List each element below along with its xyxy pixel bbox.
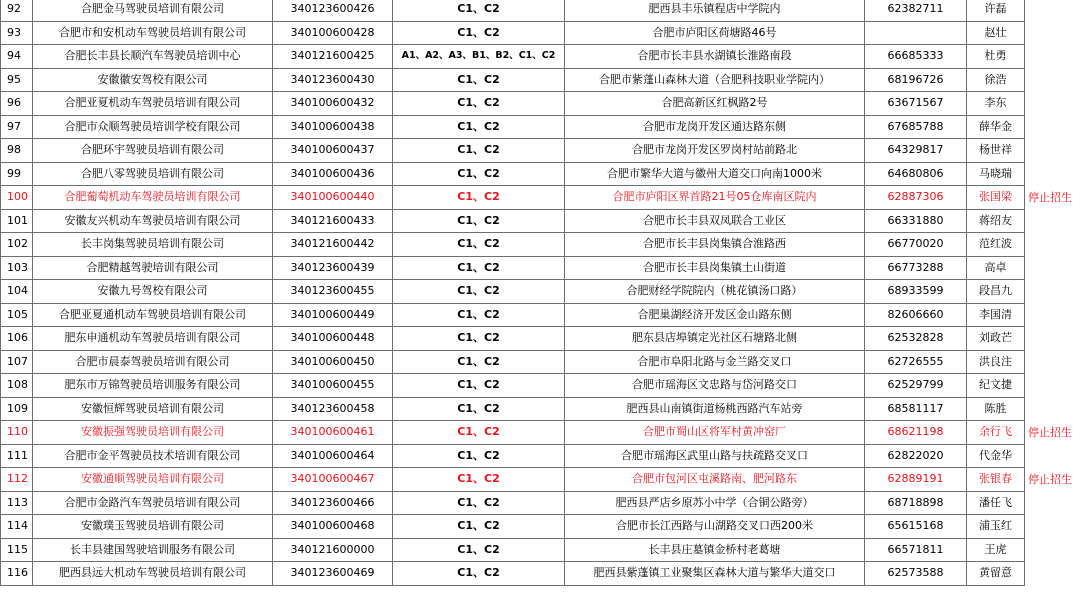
school-address: 合肥市长丰县双凤联合工业区 [565, 209, 865, 233]
table-row [1, 303, 1025, 327]
row-number: 109 [1, 397, 33, 421]
license-types: C1、C2 [393, 421, 565, 445]
phone-number: 68933599 [865, 280, 967, 304]
table-row [1, 515, 1025, 539]
school-name: 合肥亚夏通机动车驾驶员培训有限公司 [33, 303, 273, 327]
table-row [1, 397, 1025, 421]
table-row [1, 327, 1025, 351]
license-types: C1、C2 [393, 491, 565, 515]
row-number: 100 [1, 186, 33, 210]
contact-person: 蒋绍友 [967, 209, 1025, 233]
license-types: C1、C2 [393, 92, 565, 116]
phone-number: 63671567 [865, 92, 967, 116]
row-number: 96 [1, 92, 33, 116]
contact-person: 杜勇 [967, 45, 1025, 69]
table-row [1, 468, 1025, 492]
school-name: 安徽通顺驾驶员培训有限公司 [33, 468, 273, 492]
license-code: 340100600455 [273, 374, 393, 398]
school-name: 长丰岗集驾驶员培训有限公司 [33, 233, 273, 257]
license-types: C1、C2 [393, 21, 565, 45]
contact-person: 张国梁 [967, 186, 1025, 210]
table-row [1, 0, 1025, 21]
phone-number: 62726555 [865, 350, 967, 374]
school-address: 合肥巢湖经济开发区金山路东侧 [565, 303, 865, 327]
contact-person: 浦玉红 [967, 515, 1025, 539]
row-number: 101 [1, 209, 33, 233]
row-number: 116 [1, 562, 33, 586]
row-number: 108 [1, 374, 33, 398]
school-name: 肥东申通机动车驾驶员培训有限公司 [33, 327, 273, 351]
table-row [1, 92, 1025, 116]
school-name: 合肥长丰县长顺汽车驾驶员培训中心 [33, 45, 273, 69]
table-row [1, 562, 1025, 586]
school-address: 合肥市龙岗开发区罗岗村站前路北 [565, 139, 865, 163]
contact-person: 刘政芒 [967, 327, 1025, 351]
table-row [1, 256, 1025, 280]
school-address: 合肥市庐阳区荷塘路46号 [565, 21, 865, 45]
phone-number: 62822020 [865, 444, 967, 468]
license-types: C1、C2 [393, 468, 565, 492]
school-address: 合肥市繁华大道与徽州大道交口向南1000米 [565, 162, 865, 186]
phone-number [865, 21, 967, 45]
row-number: 110 [1, 421, 33, 445]
phone-number: 82606660 [865, 303, 967, 327]
row-number: 114 [1, 515, 33, 539]
table-row [1, 115, 1025, 139]
contact-person: 许磊 [967, 0, 1025, 21]
school-name: 合肥环宇驾驶员培训有限公司 [33, 139, 273, 163]
school-name: 安徽璞玉驾驶员培训有限公司 [33, 515, 273, 539]
license-types: C1、C2 [393, 139, 565, 163]
row-number: 94 [1, 45, 33, 69]
phone-number: 62382711 [865, 0, 967, 21]
contact-person: 范红波 [967, 233, 1025, 257]
school-address: 肥西县严店乡原苏小中学（合铜公路旁） [565, 491, 865, 515]
row-number: 104 [1, 280, 33, 304]
status-note: 停止招生 [1028, 472, 1072, 486]
license-types: C1、C2 [393, 256, 565, 280]
contact-person: 徐浩 [967, 68, 1025, 92]
school-name: 合肥市和安机动车驾驶员培训有限公司 [33, 21, 273, 45]
license-types: C1、C2 [393, 209, 565, 233]
license-code: 340123600430 [273, 68, 393, 92]
contact-person: 王虎 [967, 538, 1025, 562]
license-code: 340100600449 [273, 303, 393, 327]
school-address: 合肥市包河区屯溪路南、肥河路东 [565, 468, 865, 492]
school-address: 合肥市长丰县岗集镇土山街道 [565, 256, 865, 280]
license-code: 340123600469 [273, 562, 393, 586]
license-types: C1、C2 [393, 233, 565, 257]
row-number: 107 [1, 350, 33, 374]
phone-number: 64680806 [865, 162, 967, 186]
school-name: 安徽振强驾驶员培训有限公司 [33, 421, 273, 445]
phone-number: 66331880 [865, 209, 967, 233]
school-address: 合肥市龙岗开发区通达路东侧 [565, 115, 865, 139]
phone-number: 65615168 [865, 515, 967, 539]
school-name: 合肥市众顺驾驶员培训学校有限公司 [33, 115, 273, 139]
phone-number: 62573588 [865, 562, 967, 586]
license-code: 340121600442 [273, 233, 393, 257]
license-code: 340100600432 [273, 92, 393, 116]
school-address: 合肥市紫蓬山森林大道（合肥科技职业学院内） [565, 68, 865, 92]
school-name: 合肥葡萄机动车驾驶员培训有限公司 [33, 186, 273, 210]
contact-person: 潘任飞 [967, 491, 1025, 515]
row-number: 112 [1, 468, 33, 492]
row-number: 103 [1, 256, 33, 280]
table-row [1, 538, 1025, 562]
license-code: 340100600468 [273, 515, 393, 539]
school-address: 肥西县山南镇街道杨桃西路汽车站旁 [565, 397, 865, 421]
license-code: 340123600466 [273, 491, 393, 515]
contact-person: 李东 [967, 92, 1025, 116]
school-name: 肥西县远大机动车驾驶员培训有限公司 [33, 562, 273, 586]
license-code: 340100600437 [273, 139, 393, 163]
contact-person: 洪良注 [967, 350, 1025, 374]
license-types: A1、A2、A3、B1、B2、C1、C2 [393, 45, 565, 69]
table-row [1, 233, 1025, 257]
table-row [1, 421, 1025, 445]
phone-number: 68621198 [865, 421, 967, 445]
table-row [1, 491, 1025, 515]
contact-person: 纪文捷 [967, 374, 1025, 398]
table-row [1, 280, 1025, 304]
contact-person: 段昌九 [967, 280, 1025, 304]
contact-person: 余行飞 [967, 421, 1025, 445]
phone-number: 66571811 [865, 538, 967, 562]
school-name: 合肥精越驾驶培训有限公司 [33, 256, 273, 280]
license-code: 340100600448 [273, 327, 393, 351]
table-row [1, 186, 1025, 210]
license-types: C1、C2 [393, 186, 565, 210]
contact-person: 薛华金 [967, 115, 1025, 139]
phone-number: 68718898 [865, 491, 967, 515]
phone-number: 62529799 [865, 374, 967, 398]
contact-person: 陈胜 [967, 397, 1025, 421]
phone-number: 68581117 [865, 397, 967, 421]
license-code: 340100600440 [273, 186, 393, 210]
license-types: C1、C2 [393, 280, 565, 304]
phone-number: 64329817 [865, 139, 967, 163]
license-code: 340123600455 [273, 280, 393, 304]
table-row [1, 21, 1025, 45]
license-code: 340100600450 [273, 350, 393, 374]
license-code: 340121600425 [273, 45, 393, 69]
row-number: 106 [1, 327, 33, 351]
school-address: 合肥市庐阳区界首路21号05仓库南区院内 [565, 186, 865, 210]
license-types: C1、C2 [393, 68, 565, 92]
school-address: 合肥高新区红枫路2号 [565, 92, 865, 116]
school-name: 长丰县建国驾驶培训服务有限公司 [33, 538, 273, 562]
row-number: 105 [1, 303, 33, 327]
row-number: 98 [1, 139, 33, 163]
row-number: 92 [1, 0, 33, 21]
license-code: 340121600000 [273, 538, 393, 562]
table-row [1, 209, 1025, 233]
phone-number: 62532828 [865, 327, 967, 351]
phone-number: 68196726 [865, 68, 967, 92]
table-row [1, 162, 1025, 186]
school-address: 肥东县店埠镇定光社区石塘路北侧 [565, 327, 865, 351]
school-name: 合肥八零驾驶员培训有限公司 [33, 162, 273, 186]
license-code: 340100600467 [273, 468, 393, 492]
license-types: C1、C2 [393, 515, 565, 539]
school-address: 合肥市长江西路与山湖路交叉口西200米 [565, 515, 865, 539]
contact-person: 马晓瑞 [967, 162, 1025, 186]
phone-number: 66685333 [865, 45, 967, 69]
table-row [1, 139, 1025, 163]
school-name: 合肥亚夏机动车驾驶员培训有限公司 [33, 92, 273, 116]
school-address: 合肥市瑶海区武里山路与扶疏路交叉口 [565, 444, 865, 468]
row-number: 102 [1, 233, 33, 257]
contact-person: 杨世祥 [967, 139, 1025, 163]
row-number: 93 [1, 21, 33, 45]
license-types: C1、C2 [393, 397, 565, 421]
school-name: 合肥市金平驾驶员技术培训有限公司 [33, 444, 273, 468]
school-address: 合肥市蜀山区将军村黄冲窑厂 [565, 421, 865, 445]
license-code: 340121600433 [273, 209, 393, 233]
phone-number: 62889191 [865, 468, 967, 492]
row-number: 95 [1, 68, 33, 92]
license-code: 340100600438 [273, 115, 393, 139]
school-address: 肥西县丰乐镇程店中学院内 [565, 0, 865, 21]
license-types: C1、C2 [393, 444, 565, 468]
license-types: C1、C2 [393, 0, 565, 21]
license-types: C1、C2 [393, 374, 565, 398]
license-code: 340100600464 [273, 444, 393, 468]
school-name: 合肥金马驾驶员培训有限公司 [33, 0, 273, 21]
school-address: 合肥市阜阳北路与金兰路交叉口 [565, 350, 865, 374]
contact-person: 赵壮 [967, 21, 1025, 45]
license-types: C1、C2 [393, 303, 565, 327]
phone-number: 66770020 [865, 233, 967, 257]
school-name: 肥东市万锦驾驶员培训服务有限公司 [33, 374, 273, 398]
row-number: 111 [1, 444, 33, 468]
school-address: 肥西县紫蓬镇工业聚集区森林大道与繁华大道交口 [565, 562, 865, 586]
table-row [1, 444, 1025, 468]
school-name: 安徽九号驾校有限公司 [33, 280, 273, 304]
row-number: 99 [1, 162, 33, 186]
school-name: 合肥市金路汽车驾驶员培训有限公司 [33, 491, 273, 515]
school-name: 安徽恒辉驾驶员培训有限公司 [33, 397, 273, 421]
license-types: C1、C2 [393, 350, 565, 374]
contact-person: 李国清 [967, 303, 1025, 327]
phone-number: 66773288 [865, 256, 967, 280]
license-code: 340123600458 [273, 397, 393, 421]
table-row [1, 68, 1025, 92]
contact-person: 黄留意 [967, 562, 1025, 586]
status-note: 停止招生 [1028, 190, 1072, 204]
school-address: 长丰县庄墓镇金桥村老葛塘 [565, 538, 865, 562]
table-row [1, 350, 1025, 374]
license-types: C1、C2 [393, 562, 565, 586]
license-types: C1、C2 [393, 162, 565, 186]
school-name: 合肥市晨泰驾驶员培训有限公司 [33, 350, 273, 374]
license-code: 340100600428 [273, 21, 393, 45]
school-address: 合肥市长丰县岗集镇合淮路西 [565, 233, 865, 257]
license-code: 340123600426 [273, 0, 393, 21]
license-types: C1、C2 [393, 327, 565, 351]
school-address: 合肥市长丰县水湖镇长淮路南段 [565, 45, 865, 69]
school-address: 合肥市瑶海区文忠路与岱河路交口 [565, 374, 865, 398]
school-name: 安徽徽安驾校有限公司 [33, 68, 273, 92]
license-code: 340100600461 [273, 421, 393, 445]
license-code: 340123600439 [273, 256, 393, 280]
table-row [1, 45, 1025, 69]
phone-number: 62887306 [865, 186, 967, 210]
status-note: 停止招生 [1028, 425, 1072, 439]
row-number: 115 [1, 538, 33, 562]
school-name: 安徽友兴机动车驾驶员培训有限公司 [33, 209, 273, 233]
school-address: 合肥财经学院院内（桃花镇汤口路） [565, 280, 865, 304]
contact-person: 代金华 [967, 444, 1025, 468]
contact-person: 高卓 [967, 256, 1025, 280]
contact-person: 张银春 [967, 468, 1025, 492]
license-code: 340100600436 [273, 162, 393, 186]
license-types: C1、C2 [393, 115, 565, 139]
row-number: 97 [1, 115, 33, 139]
license-types: C1、C2 [393, 538, 565, 562]
table-row [1, 374, 1025, 398]
row-number: 113 [1, 491, 33, 515]
phone-number: 67685788 [865, 115, 967, 139]
